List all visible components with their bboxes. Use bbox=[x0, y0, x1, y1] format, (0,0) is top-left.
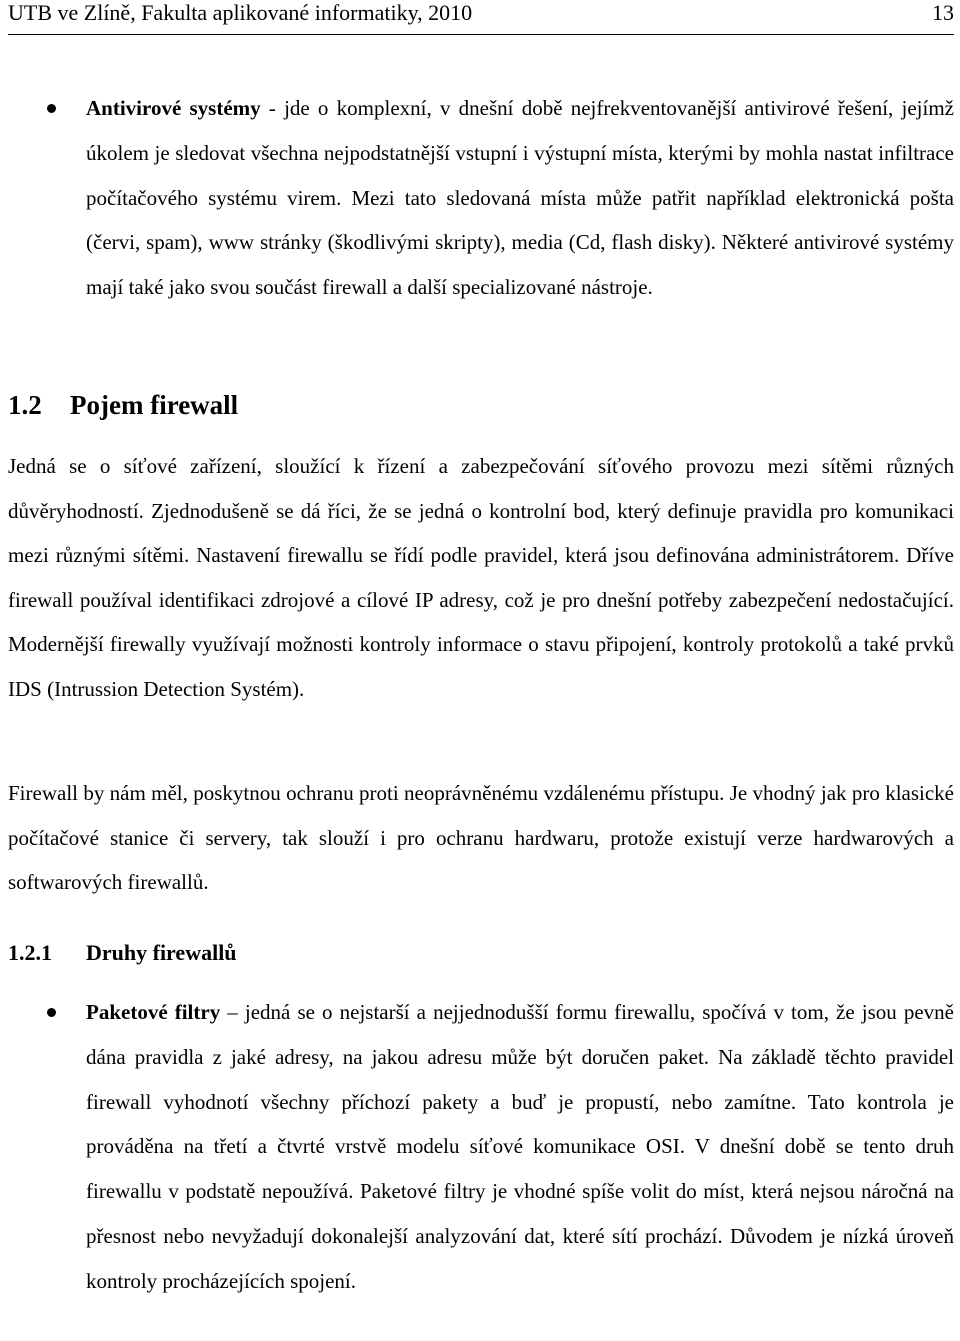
bullet-paketove-filtry bbox=[86, 990, 954, 1304]
page-header bbox=[8, 0, 954, 30]
section-heading bbox=[8, 387, 238, 423]
page-number: 13 bbox=[932, 0, 954, 25]
header-title: UTB ve Zlíně, Fakulta aplikované informatiky, 2010 bbox=[8, 0, 473, 25]
bullet-icon bbox=[47, 1008, 56, 1017]
paragraph bbox=[8, 771, 954, 905]
subsection-number: 1.2.1 bbox=[8, 940, 52, 965]
bullet-term: Paketové filtry bbox=[86, 1000, 221, 1024]
bullet-paragraph bbox=[86, 86, 954, 310]
bullet-paragraph bbox=[86, 990, 954, 1304]
subsection-heading bbox=[8, 936, 237, 970]
paragraph-text: Jedná se o síťové zařízení, sloužící k řízení a zabezpečování síťového provozu mezi sítěmi různých důvěryhodností. Zjednodušeně se dá říci, že se jedná o kontrolní bod, který definuje pravidla pro komunikaci mezi různými sítěmi. Nastavení firewallu se řídí podle pravidel, která jsou definována administrátorem. Dříve firewall používal identifikaci zdrojové a cílové IP adresy, což je pro dnešní potřeby zabezpečení nedostačující. Modernější firewally využívají možnosti kontroly informace o stavu připojení, kontroly protokolů a také prvků IDS (Intrussion Detection Systém). bbox=[8, 454, 954, 701]
bullet-icon bbox=[47, 104, 56, 113]
section-title: Pojem firewall bbox=[70, 390, 239, 420]
header-divider bbox=[8, 34, 954, 35]
paragraph bbox=[8, 444, 954, 712]
paragraph-text: Firewall by nám měl, poskytnou ochranu proti neoprávněnému vzdálenému přístupu. Je vhodný jak pro klasické počítačové stanice či servery, tak slouží i pro ochranu hardwaru, protože existují verze hardwarových a softwarových firewallů. bbox=[8, 781, 954, 895]
bullet-text: – jedná se o nejstarší a nejjednodušší formu firewallu, spočívá v tom, že jsou pevně dána pravidla z jaké adresy, na jakou adresu může být doručen paket. Na základě těchto pravidel firewall vyhodnotí všechny příchozí pakety a buď je propustí, nebo zamítne. Tato kontrola je prováděna na třetí a čtvrté vrstvě modelu síťové komunikace OSI. V dnešní době se tento druh firewallu v podstatě nepoužívá. Paketové filtry je vhodné spíše volit do míst, která nejsou náročná na přesnost nebo nevyžadují dokonalejší analyzování dat, které sítí prochází. Důvodem je nízká úroveň kontroly procházejících spojení. bbox=[86, 1000, 954, 1293]
bullet-antivirove-systemy bbox=[86, 86, 954, 310]
bullet-term: Antivirové systémy bbox=[86, 96, 261, 120]
bullet-text: - jde o komplexní, v dnešní době nejfrekventovanější antivirové řešení, jejímž úkolem je sledovat všechna nejpodstatnější vstupní i výstupní místa, kterými by mohla nastat infiltrace počítačového systému virem. Mezi tato sledovaná místa může patřit například elektronická pošta (červi, spam), www stránky (škodlivými skripty), media (Cd, flash disky). Některé antivirové systémy mají také jako svou součást firewall a další specializované nástroje. bbox=[86, 96, 954, 300]
subsection-title: Druhy firewallů bbox=[86, 940, 237, 965]
section-number: 1.2 bbox=[8, 390, 42, 420]
